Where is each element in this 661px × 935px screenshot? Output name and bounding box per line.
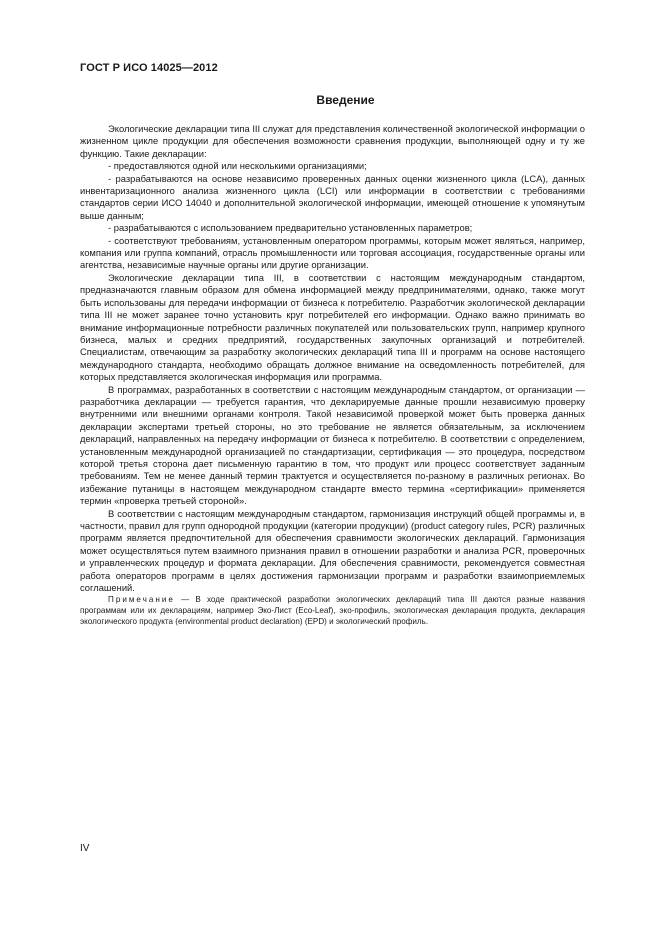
paragraph: Экологические декларации типа III, в соответствии с настоящим международным стандартом, предназначаются главным образом для обмена информацией между предпринимателями, однако, также могут быть использованы для передачи информации от бизнеса к потребителю. Разработчик экологической декларации типа III не может заранее точно установить круг потребителей его информации. Однако важно принимать во внимание информационные потребности различных покупателей или пользовательских групп, например крупного бизнеса, малых и средних предприятий, государственных закупочных организаций и потребителей. Специалистам, отвечающим за разработку экологических деклараций типа III и программ на основе настоящего международного стандарта, необходимо обращать должное внимание на осведомленность потребителей, для которых представляется экологическая информация или программа. (80, 271, 585, 383)
section-title: Введение (316, 93, 375, 107)
note-text: — В ходе практической разработки экологических деклараций типа III даются разные названия программам или их декларациям, например Эко-Лист (Eco-Leaf), эко-профиль, экологическая декларация продукта, декларация экологического продукта (environmental product declaration) (EPD) и экологический профиль. (80, 595, 585, 627)
list-item: - предоставляются одной или несколькими организациями; (108, 160, 367, 172)
list-item: - соответствуют требованиям, установленным оператором программы, которым может являться, например, компания или группа компаний, отрасль промышленности или торговая ассоциация, государственные органы или агентства, независимые научные органы или другие организации. (80, 234, 585, 271)
note-label: Примечание (108, 595, 175, 605)
list-item: - разрабатываются с использованием предварительно установленных параметров; (108, 222, 473, 234)
paragraph: Экологические декларации типа III служат для представления количественной экологической информации о жизненном цикле продукции для обеспечения возможности сравнения продукции, выполняющей одну и ту же функцию. Такие декларации: (80, 123, 585, 159)
body-text (80, 123, 585, 627)
paragraph: В соответствии с настоящим международным стандартом, гармонизация инструкций общей программы и, в частности, правил для групп однородной продукции (категории продукции) (product category rules, PCR) различных программ является предпочтительной для обеспечения сравнимости экологических деклараций. Гармонизация может осуществляться путем взаимного признания правил в отношении разработки и анализа PCR, проверочных и управленческих процедур и формата декларации. Для обеспечения сравнимости, рекомендуется совместная работа операторов программ в целях достижения гармонизации программ и разработки взаимоприемлемых соглашений. (80, 507, 585, 594)
list-item: - разрабатываются на основе независимо проверенных данных оценки жизненного цикла (LCA), данных инвентаризационного анализа жизненного цикла (LCI) или информации в соответствии с требованиями стандартов серии ИСО 14040 и дополнительной экологической информации, имеющей отношение к упомянутым выше данным; (80, 172, 585, 221)
paragraph: В программах, разработанных в соответствии с настоящим международным стандартом, от организации — разработчика декларации — требуется гарантия, что декларируемые данные прошли независимую проверку внутренними или внешними органами контроля. Такой независимой проверкой может быть проверка данных декларации экспертами третьей стороны, но это требование не является обязательным, за исключением деклараций, направленных на передачу информации от бизнеса к потребителю. В соответствии с определением, установленным международной организацией по стандартизации, сертификация — это процедура, посредством которой третья сторона дает письменную гарантию в том, что продукт или процесс соответствует заданным требованиям. Тем не менее данный термин трактуется и осуществляется по-разному в различных регионах. Во избежание путаницы в настоящем международном стандарте вместо термина «сертификации» применяется термин «проверка третьей стороной». (80, 383, 585, 507)
page-number: IV (80, 843, 90, 854)
note-paragraph (80, 594, 585, 627)
document-code-header: ГОСТ Р ИСО 14025—2012 (80, 62, 218, 74)
